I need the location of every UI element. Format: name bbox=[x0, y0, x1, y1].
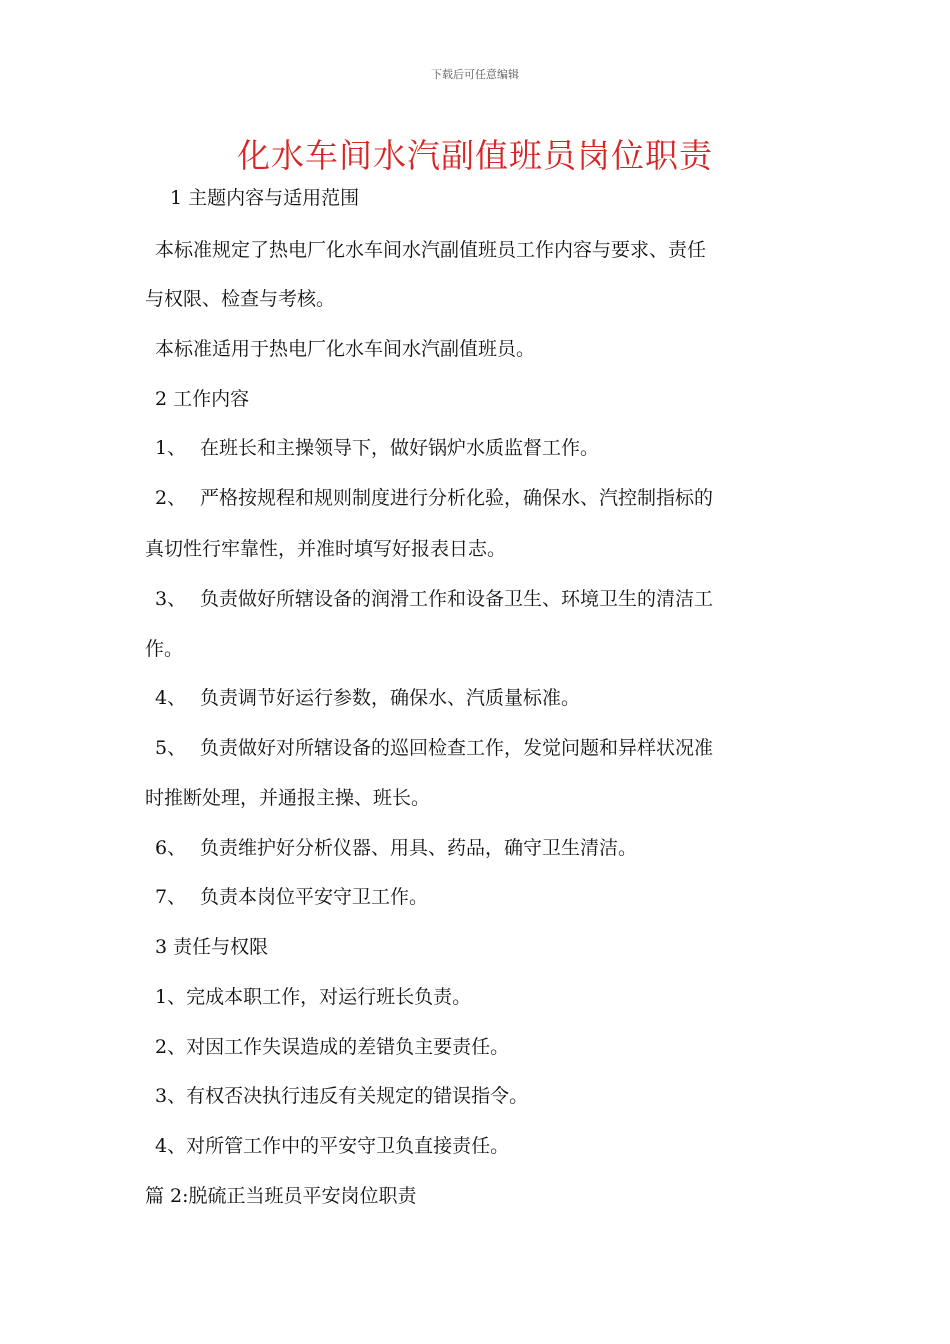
item-number: 5、 bbox=[155, 737, 187, 759]
section1-paragraph2: 本标准适用于热电厂化水车间水汽副值班员。 bbox=[155, 338, 536, 360]
item-number: 6、 bbox=[155, 837, 187, 859]
document-title: 化水车间水汽副值班员岗位职责 bbox=[237, 136, 713, 175]
item-number: 1、 bbox=[155, 437, 187, 459]
item-text: 负责维护好分析仪器、用具、药品，确守卫生清洁。 bbox=[200, 837, 638, 859]
section2-item-1 bbox=[155, 436, 599, 460]
item-text: 负责做好对所辖设备的巡回检查工作，发觉问题和异样状况准 bbox=[200, 737, 714, 759]
item-number: 7、 bbox=[155, 886, 187, 908]
item-number: 4、 bbox=[155, 687, 187, 709]
section3-item-1: 1、完成本职工作，对运行班长负责。 bbox=[155, 986, 472, 1008]
item-text: 负责本岗位平安守卫工作。 bbox=[200, 886, 429, 908]
section2-item-5-continued: 时推断处理，并通报主操、班长。 bbox=[145, 787, 431, 809]
section3-heading: 3 责任与权限 bbox=[155, 936, 269, 958]
section2-item-5 bbox=[155, 736, 713, 760]
section2-item-2 bbox=[155, 486, 713, 510]
section2-heading: 2 工作内容 bbox=[155, 388, 250, 410]
section2-item-3-continued: 作。 bbox=[145, 638, 184, 660]
section3-item-2: 2、对因工作失误造成的差错负主要责任。 bbox=[155, 1036, 510, 1058]
section2-item-3 bbox=[155, 587, 713, 611]
section1-paragraph1-line1: 本标准规定了热电厂化水车间水汽副值班员工作内容与要求、责任 bbox=[155, 239, 707, 261]
section2-item-6 bbox=[155, 836, 637, 860]
section3-item-4: 4、对所管工作中的平安守卫负直接责任。 bbox=[155, 1135, 510, 1157]
item-text: 负责做好所辖设备的润滑工作和设备卫生、环境卫生的清洁工 bbox=[200, 588, 714, 610]
item-number: 2、 bbox=[155, 487, 187, 509]
section1-paragraph1-line2: 与权限、检查与考核。 bbox=[145, 288, 336, 310]
item-text: 负责调节好运行参数，确保水、汽质量标准。 bbox=[200, 687, 581, 709]
section3-item-3: 3、有权否决执行违反有关规定的错误指令。 bbox=[155, 1085, 529, 1107]
section2-item-4 bbox=[155, 686, 580, 710]
header-note: 下载后可任意编辑 bbox=[431, 68, 519, 81]
item-number: 3、 bbox=[155, 588, 187, 610]
item-text: 严格按规程和规则制度进行分析化验，确保水、汽控制指标的 bbox=[200, 487, 714, 509]
section2-item-2-continued: 真切性行牢靠性，并准时填写好报表日志。 bbox=[145, 538, 507, 560]
next-article-heading: 篇 2:脱硫正当班员平安岗位职责 bbox=[145, 1185, 417, 1207]
section1-heading: 1 主题内容与适用范围 bbox=[170, 187, 360, 209]
item-text: 在班长和主操领导下，做好锅炉水质监督工作。 bbox=[200, 437, 600, 459]
section2-item-7 bbox=[155, 885, 428, 909]
